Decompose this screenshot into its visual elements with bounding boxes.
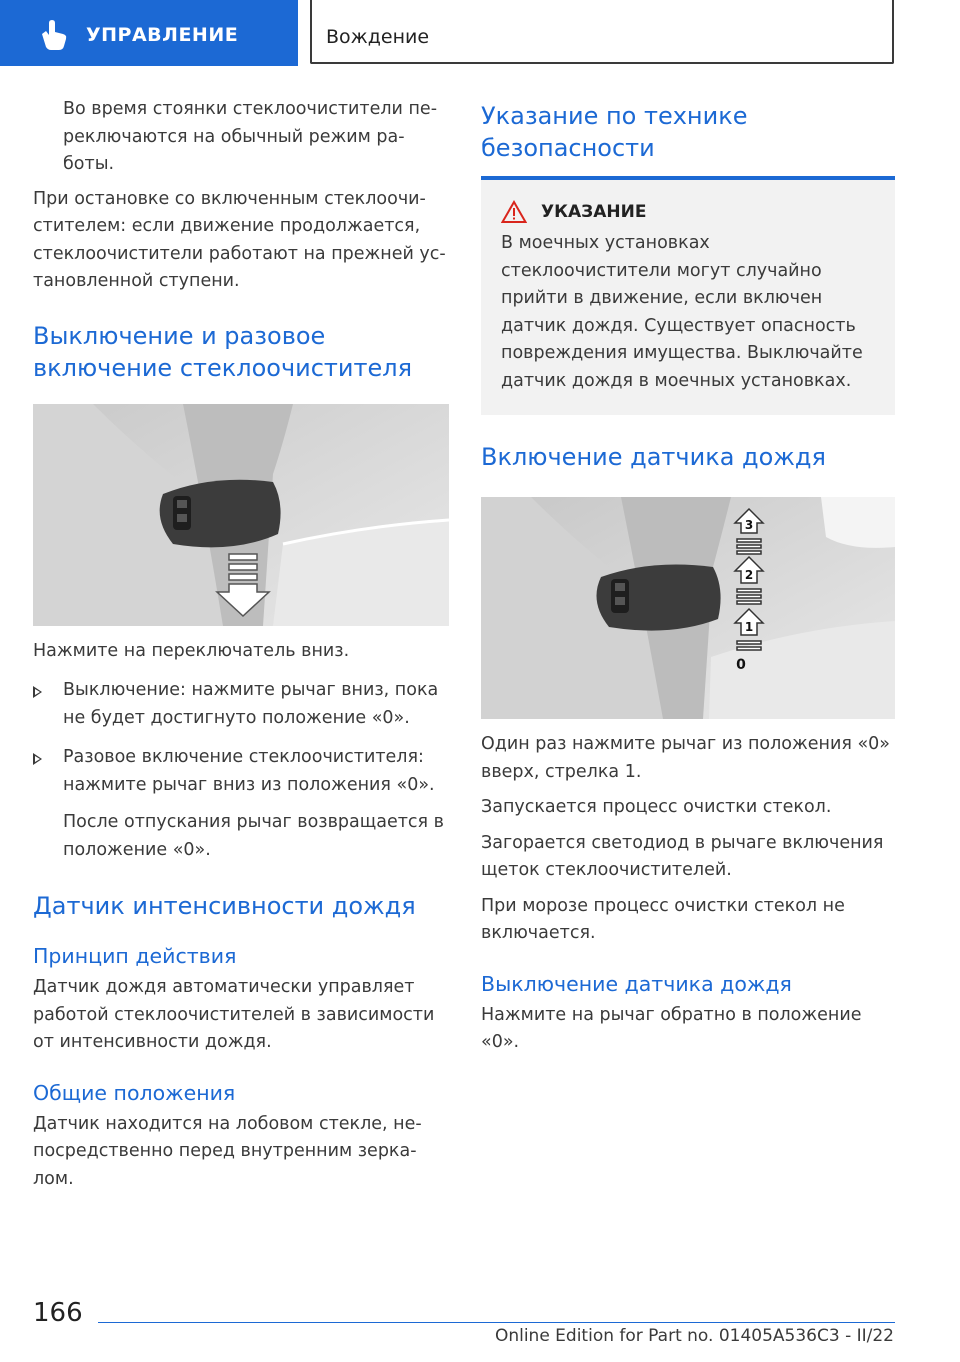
notice-title: УКАЗАНИЕ [541,202,647,222]
paragraph-stop: При остановке со включенным стеклоочистителем: если движение продолжается, стеклоочистители работают на прежней установленной ступени. [33,188,446,291]
triangle-bullet-icon [33,686,42,698]
paragraph-parking: Во время стоянки стеклоочистители переключаются на обычный режим работы. [63,99,438,174]
heading-safety: Указание по технике безопасности [481,102,748,162]
footer-divider [98,1322,895,1323]
right-column [481,96,895,1057]
heading-general: Общие положения [33,1080,236,1105]
paragraph-once: Один раз нажмите рычаг из положения «0» вверх, стрелка 1. [481,734,890,782]
rain-sensor-lever-image [481,497,895,719]
page-number: 166 [33,1298,83,1328]
bullet-off-text: Выключение: нажмите рычаг вниз, пока не будет достигнуто положение «0». [63,680,439,728]
image-caption: Нажмите на переключатель вниз. [33,640,350,661]
heading-wiper-off: Выключение и разовое включение стеклоочистителя [33,321,413,382]
heading-sensor-off: Выключение датчика дождя [481,971,792,996]
arrow-label-2: 2 [744,568,754,582]
notice-header [501,200,875,224]
bullet-once-text: Разовое включение стеклоочистителя: нажмите рычаг вниз из положения «0». [63,747,435,795]
hand-pointer-icon [36,20,68,50]
paragraph-led: Загорается светодиод в рычаге включения щеток стеклоочистителей. [481,832,884,880]
wiper-lever-down-image [33,404,449,626]
heading-principle: Принцип действия [33,944,237,968]
paragraph-back: Нажмите на рычаг обратно в положение «0». [481,1004,862,1052]
triangle-bullet-icon [33,753,42,765]
notice-box [481,180,895,415]
paragraph-release: После отпускания рычаг возвращается в положение «0». [63,812,444,860]
sensor-lever-illustration [481,497,895,719]
bullet-once [33,744,449,799]
heading-sensor-on: Включение датчика дождя [481,443,826,471]
paragraph-start: Запускается процесс очистки стекол. [481,797,832,817]
lever-illustration [33,404,449,626]
edition-link[interactable]: Online Edition for Part no. 01405A536C3 - II/22 [494,1326,894,1346]
chapter-label: Вождение [326,26,430,48]
paragraph-general: Датчик находится на лобовом стекле, непосредственно перед внутренним зеркалом. [33,1113,422,1189]
chapter-header [310,0,894,64]
left-column [33,96,449,1193]
paragraph-principle: Датчик дождя автоматически управляет работой стеклоочистителей в зависимости от интенсивности дождя. [33,977,435,1052]
heading-rain-sensor: Датчик интенсивности дождя [33,892,416,920]
notice-text: В моечных установках стеклоочистители могут случайно прийти в движение, если включен датчик дождя. Существует опасность повреждения имущества. Выключайте датчик дождя в моечных установках. [501,233,863,391]
section-tab[interactable] [0,0,298,66]
section-label: УПРАВЛЕНИЕ [86,24,239,46]
position-label-0: 0 [736,657,746,673]
bullet-off [33,677,449,732]
warning-triangle-icon [501,200,527,224]
arrow-label-1: 1 [744,620,754,634]
paragraph-frost: При морозе процесс очистки стекол не включается. [481,895,845,943]
arrow-label-3: 3 [744,518,754,532]
